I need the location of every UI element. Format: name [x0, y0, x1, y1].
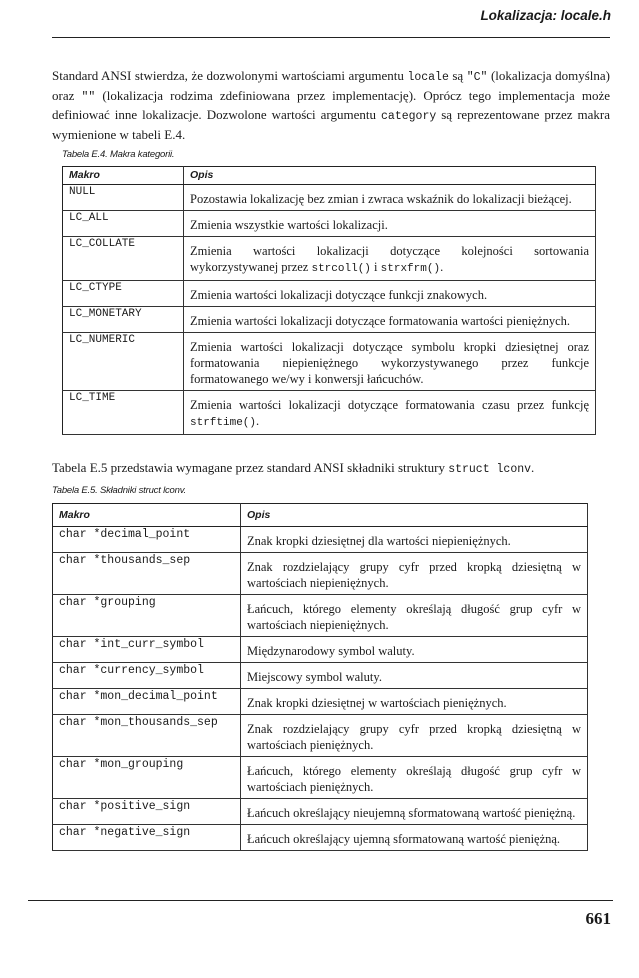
desc-code-strcoll: strcoll() — [311, 263, 371, 275]
running-header-title: Lokalizacja: locale.h — [480, 8, 611, 23]
desc-text: Zmienia wartości lokalizacji dotyczące kolejności sortowania wykorzystywanej przez — [190, 244, 589, 274]
intro-code-c: "C" — [466, 71, 488, 84]
footer-rule — [28, 900, 613, 901]
desc-code-strftime: strftime() — [190, 417, 257, 429]
intro-text-5: są reprezentowane przez makra wymienione w tabeli E.4. — [52, 107, 610, 142]
macro-name: NULL — [63, 185, 184, 211]
intro-code-category: category — [381, 110, 437, 123]
macro-name: LC_TIME — [63, 391, 184, 435]
table-row — [53, 636, 588, 662]
table-row — [63, 211, 596, 237]
macro-description: Zmienia wartości lokalizacji dotyczące funkcji znakowych. — [184, 281, 596, 307]
table-row — [63, 307, 596, 333]
member-description: Znak rozdzielający grupy cyfr przed kropką dziesiętną w wartościach pieniężnych. — [241, 714, 588, 756]
member-name: char *int_curr_symbol — [53, 636, 241, 662]
desc-text: . — [440, 260, 444, 274]
intro-code-empty: "" — [81, 90, 96, 104]
table-e5-caption: Tabela E.5. Składniki struct lconv. — [52, 484, 186, 496]
macro-description: Zmienia wartości lokalizacji dotyczące symbolu kropki dziesiętnej oraz formatowania niepieniężnego wykorzystywanego przez funkcje formatowanego we/wy i konwersji łańcuchów. — [184, 333, 596, 391]
macro-description — [184, 391, 596, 435]
member-name: char *grouping — [53, 594, 241, 636]
member-name: char *mon_thousands_sep — [53, 714, 241, 756]
table-e4-header-makro: Makro — [63, 167, 184, 185]
table-row — [63, 281, 596, 307]
table-e4-header-opis: Opis — [184, 167, 596, 185]
table-e4 — [62, 166, 596, 435]
member-description: Znak kropki dziesiętnej dla wartości niepieniężnych. — [241, 526, 588, 552]
member-name: char *mon_grouping — [53, 756, 241, 798]
page-content — [52, 67, 610, 851]
table-row — [53, 798, 588, 824]
table-row — [63, 185, 596, 211]
desc-code-strxfrm: strxfrm() — [380, 263, 441, 275]
table-e5 — [52, 503, 588, 851]
table-row — [53, 526, 588, 552]
intro-text-3: (lokalizacja domyślna) oraz — [52, 68, 610, 103]
member-description: Łańcuch, którego elementy określają długość grup cyfr w wartościach niepieniężnych. — [241, 594, 588, 636]
desc-text: . — [256, 414, 260, 428]
member-name: char *positive_sign — [53, 798, 241, 824]
member-description: Międzynarodowy symbol waluty. — [241, 636, 588, 662]
mid-text-2: . — [531, 460, 535, 475]
table-row — [53, 688, 588, 714]
table-row — [63, 237, 596, 281]
table-row — [53, 552, 588, 594]
member-description: Łańcuch określający ujemną sformatowaną wartość pieniężną. — [241, 824, 588, 850]
member-description: Znak kropki dziesiętnej w wartościach pieniężnych. — [241, 688, 588, 714]
mid-text-1: Tabela E.5 przedstawia wymagane przez standard ANSI składniki struktury — [52, 460, 449, 475]
table-row — [63, 391, 596, 435]
macro-name: LC_ALL — [63, 211, 184, 237]
table-row — [53, 594, 588, 636]
table-row — [53, 824, 588, 850]
macro-description: Zmienia wszystkie wartości lokalizacji. — [184, 211, 596, 237]
member-description: Łańcuch określający nieujemną sformatowaną wartość pieniężną. — [241, 798, 588, 824]
table-e5-intro — [52, 459, 610, 479]
member-name: char *currency_symbol — [53, 662, 241, 688]
member-description: Miejscowy symbol waluty. — [241, 662, 588, 688]
macro-name: LC_NUMERIC — [63, 333, 184, 391]
table-row — [53, 662, 588, 688]
table-e4-caption: Tabela E.4. Makra kategorii. — [62, 149, 175, 160]
macro-description: Zmienia wartości lokalizacji dotyczące formatowania wartości pieniężnych. — [184, 307, 596, 333]
desc-text: i — [370, 260, 381, 274]
intro-text-1: Standard ANSI stwierdza, że dozwolonymi wartościami argumentu — [52, 68, 408, 83]
macro-name: LC_MONETARY — [63, 307, 184, 333]
intro-code-locale: locale — [407, 71, 449, 84]
mid-code-struct-lconv: struct lconv — [448, 463, 532, 476]
table-row — [53, 714, 588, 756]
table-e5-header-opis: Opis — [241, 503, 588, 526]
macro-description: Pozostawia lokalizację bez zmian i zwraca wskaźnik do lokalizacji bieżącej. — [184, 185, 596, 211]
table-row — [53, 756, 588, 798]
table-e5-header-makro: Makro — [53, 503, 241, 526]
member-name: char *decimal_point — [53, 526, 241, 552]
table-e4-header-row — [63, 167, 596, 185]
intro-paragraph — [52, 67, 610, 143]
intro-text-4: (lokalizacja rodzima zdefiniowana przez implementację). Oprócz tego implementacja może definiować inne lokalizacje. Dozwolone wartości argumentu — [52, 87, 611, 122]
page-number: 661 — [585, 909, 611, 928]
member-name: char *mon_decimal_point — [53, 688, 241, 714]
member-description: Znak rozdzielający grupy cyfr przed kropką dziesiętną w wartościach niepieniężnych. — [241, 552, 588, 594]
table-e5-header-row — [53, 503, 588, 526]
header-rule — [52, 37, 610, 38]
macro-description — [184, 237, 596, 281]
desc-text: Zmienia wartości lokalizacji dotyczące formatowania czasu przez funkcję — [190, 398, 589, 412]
member-name: char *negative_sign — [53, 824, 241, 850]
member-description: Łańcuch, którego elementy określają długość grup cyfr w wartościach pieniężnych. — [241, 756, 588, 798]
macro-name: LC_COLLATE — [63, 237, 184, 281]
table-row — [63, 333, 596, 391]
macro-name: LC_CTYPE — [63, 281, 184, 307]
member-name: char *thousands_sep — [53, 552, 241, 594]
intro-text-2: są — [448, 68, 467, 83]
